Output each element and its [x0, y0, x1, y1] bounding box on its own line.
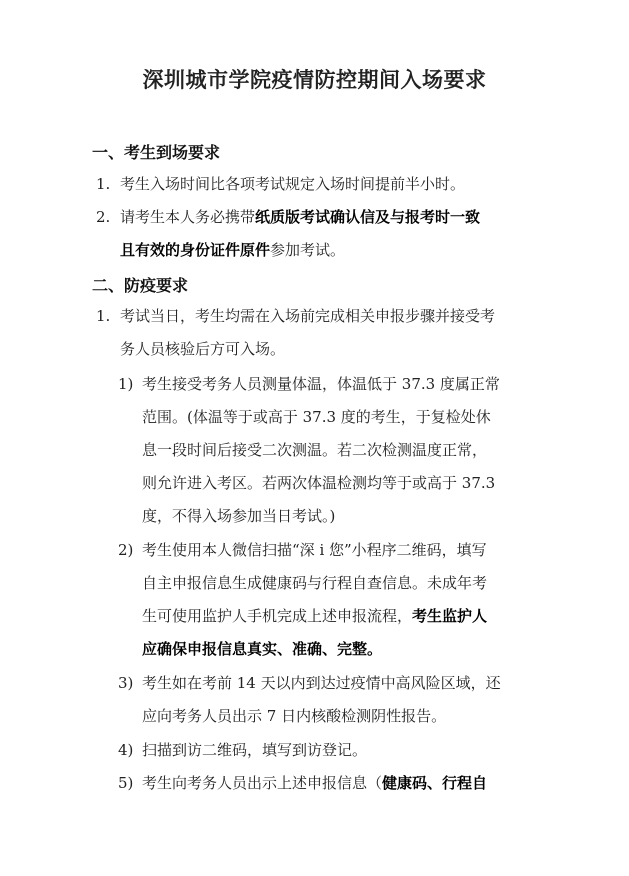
sub-item-continued: 范围。(体温等于或高于 37.3 度的考生，于复检处休 [142, 408, 491, 426]
list-item [96, 207, 480, 227]
item-text: 参加考试。 [270, 241, 346, 259]
item-text: 考生接受考务人员测量体温，体温低于 37.3 度属正常 [142, 375, 500, 393]
item-text: 考试当日，考生均需在入场前完成相关申报步骤并接受考 [120, 307, 496, 325]
item-text: 考生使用本人微信扫描“深 i 您”小程序二维码，填写 [142, 541, 487, 559]
sub-item [118, 773, 487, 793]
item-text: 考生向考务人员出示上述申报信息（ [142, 774, 383, 792]
sub-item-continued: 则允许进入考区。若两次体温检测均等于或高于 37.3 [142, 474, 496, 492]
item-number: 5) [118, 774, 134, 792]
item-number: 1) [118, 375, 134, 393]
item-number: 1. [96, 307, 111, 325]
page-title: 深圳城市学院疫情防控期间入场要求 [142, 68, 487, 92]
list-item-continued [120, 240, 345, 260]
item-text: 考生入场时间比各项考试规定入场时间提前半小时。 [120, 175, 466, 193]
sub-item [118, 673, 501, 693]
list-item [96, 174, 465, 194]
sub-item [118, 540, 487, 560]
item-text: 生可使用监护人手机完成上述申报流程， [142, 607, 413, 625]
section-heading-exam-arrival: 一、考生到场要求 [92, 143, 221, 162]
item-number: 2) [118, 541, 134, 559]
bold-text: 考生监护人 [412, 607, 488, 625]
sub-item-continued: 息一段时间后接受二次测温。若二次检测温度正常， [142, 441, 488, 459]
item-number: 2. [96, 208, 111, 226]
item-text: 考生如在考前 14 天以内到达过疫情中高风险区域，还 [142, 674, 501, 692]
sub-item-continued: 应向考务人员出示 7 日内核酸检测阴性报告。 [142, 707, 447, 725]
bold-text: 且有效的身份证件原件 [120, 241, 271, 259]
section-heading-epidemic-prevention: 二、防疫要求 [92, 276, 189, 295]
item-number: 4) [118, 741, 134, 759]
bold-text: 纸质版考试确认信及与报考时一致 [255, 208, 481, 226]
sub-item-continued: 自主申报信息生成健康码与行程自查信息。未成年考 [142, 574, 488, 592]
bold-text: 健康码、行程自 [382, 774, 488, 792]
list-item [96, 306, 495, 326]
list-item-continued: 务人员核验后方可入场。 [120, 340, 286, 358]
item-text: 请考生本人务必携带 [120, 208, 256, 226]
item-number: 3) [118, 674, 134, 692]
item-number: 1. [96, 175, 111, 193]
sub-item-continued: 度，不得入场参加当日考试。) [142, 507, 336, 525]
sub-item [118, 740, 367, 760]
sub-item [118, 374, 500, 394]
sub-item-continued: 应确保申报信息真实、准确、完整。 [142, 640, 383, 658]
item-text: 扫描到访二维码，填写到访登记。 [142, 741, 368, 759]
sub-item-continued [142, 606, 487, 626]
